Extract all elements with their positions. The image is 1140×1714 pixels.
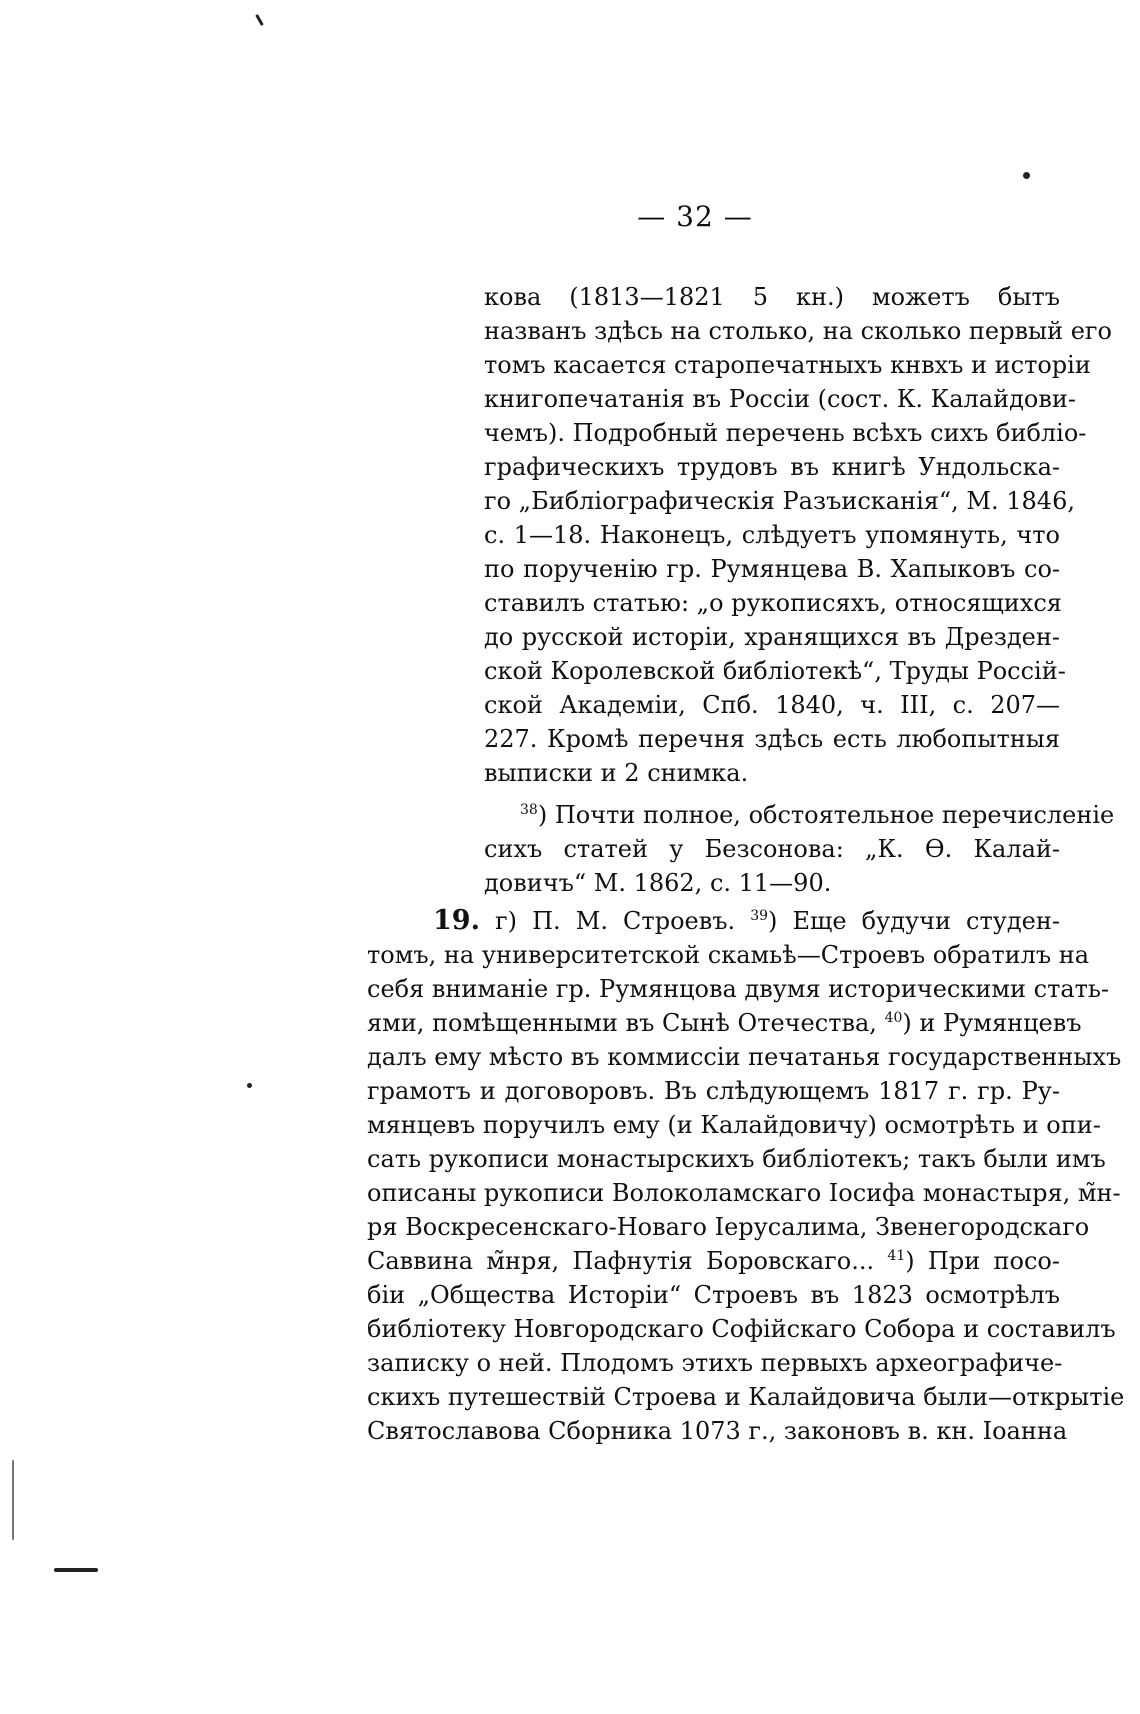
footnote-line: довичъ“ М. 1862, с. 11—90.: [484, 869, 832, 897]
text-segment: Саввина м̃нря, Пафнутія Боровскаго...: [367, 1247, 875, 1275]
text-line: графическихъ трудовъ въ книгѣ Ундольска-: [484, 453, 1060, 481]
text-line: грамотъ и договоровъ. Въ слѣдующемъ 1817 г. гр. Ру-: [367, 1077, 1060, 1105]
text-line: го „Библіографическія Разъисканія“, М. 1846,: [484, 487, 1075, 515]
scan-speck: [255, 14, 264, 26]
text-line: библіотеку Новгородскаго Софійскаго Собора и составилъ: [367, 1315, 1116, 1343]
footnote-ref: 39: [750, 908, 769, 924]
text-line: сать рукописи монастырскихъ библіотекъ; такъ были имъ: [367, 1145, 1106, 1173]
text-line: кова (1813—1821 5 кн.) можетъ бытъ: [484, 283, 1060, 311]
page-number: — 32 —: [637, 200, 753, 233]
section-first-line: [433, 904, 1060, 938]
text-line: описаны рукописи Волоколамскаго Іосифа монастыря, м̃н-: [367, 1179, 1121, 1207]
footnote-ref: 41: [887, 1248, 906, 1264]
footnote-marker: 38: [520, 802, 538, 818]
text-line: ской Королевской библіотекѣ“, Труды Россій-: [484, 657, 1066, 685]
text-line: мянцевъ поручилъ ему (и Калайдовичу) осмотрѣть и опи-: [367, 1111, 1101, 1139]
text-line: книгопечатанія въ Россіи (сост. К. Калайдови-: [484, 385, 1076, 413]
text-line: чемъ). Подробный перечень всѣхъ сихъ библіо-: [484, 419, 1087, 447]
section-number: 19.: [433, 905, 480, 936]
scan-speck: [1023, 172, 1030, 179]
text-line: записку о ней. Плодомъ этихъ первыхъ археографиче-: [367, 1349, 1063, 1377]
footnote-line: [520, 798, 1115, 832]
text-line: выписки и 2 снимка.: [484, 759, 749, 787]
text-line: Святославова Сборника 1073 г., законовъ в. кн. Іоанна: [367, 1417, 1068, 1445]
text-line: ря Воскресенскаго-Новаго Іерусалима, Звенегородскаго: [367, 1213, 1090, 1241]
text-line: по порученію гр. Румянцева В. Хапыковъ со-: [484, 555, 1060, 583]
text-line: [367, 1244, 1060, 1278]
text-segment: ями, помѣщенными въ Сынѣ Отечества,: [367, 1009, 877, 1037]
text-segment: ) При посо-: [905, 1247, 1060, 1275]
text-line: себя вниманіе гр. Румянцова двумя историческими стать-: [367, 975, 1110, 1003]
text-segment: ) и Румянцевъ: [902, 1009, 1082, 1037]
text-line: томъ касается старопечатныхъ кнвхъ и исторіи: [484, 351, 1091, 379]
text-line: ской Академіи, Спб. 1840, ч. III, с. 207—: [484, 691, 1060, 719]
footnote-ref: 40: [884, 1010, 903, 1026]
text-line: далъ ему мѣсто въ коммиссіи печатанья государственныхъ: [367, 1043, 1122, 1071]
scan-speck: [12, 1460, 14, 1540]
section-text: ) Еще будучи студен-: [768, 907, 1060, 935]
text-line: названъ здѣсь на столько, на сколько первый его: [484, 317, 1112, 345]
footnote-line: сихъ статей у Безсонова: „К. Ѳ. Калай-: [484, 835, 1060, 863]
scan-speck: [54, 1568, 98, 1572]
text-line: ставилъ статью: „о рукописяхъ, относящихся: [484, 589, 1062, 617]
text-line: с. 1—18. Наконецъ, слѣдуетъ упомянуть, что: [484, 521, 1060, 549]
text-line: [367, 1006, 1082, 1040]
footnote-text: ) Почти полное, обстоятельное перечисленіе: [537, 801, 1115, 829]
scan-speck: [247, 1083, 252, 1088]
text-line: до русской исторіи, хранящихся въ Дрезден-: [484, 623, 1060, 651]
section-text: г) П. М. Строевъ.: [479, 907, 736, 935]
text-line: біи „Общества Исторіи“ Строевъ въ 1823 осмотрѣлъ: [367, 1281, 1060, 1309]
text-line: 227. Кромѣ перечня здѣсь есть любопытныя: [484, 725, 1060, 753]
text-line: скихъ путешествій Строева и Калайдовича были—открытіе: [367, 1383, 1125, 1411]
text-line: томъ, на университетской скамьѣ—Строевъ обратилъ на: [367, 941, 1090, 969]
